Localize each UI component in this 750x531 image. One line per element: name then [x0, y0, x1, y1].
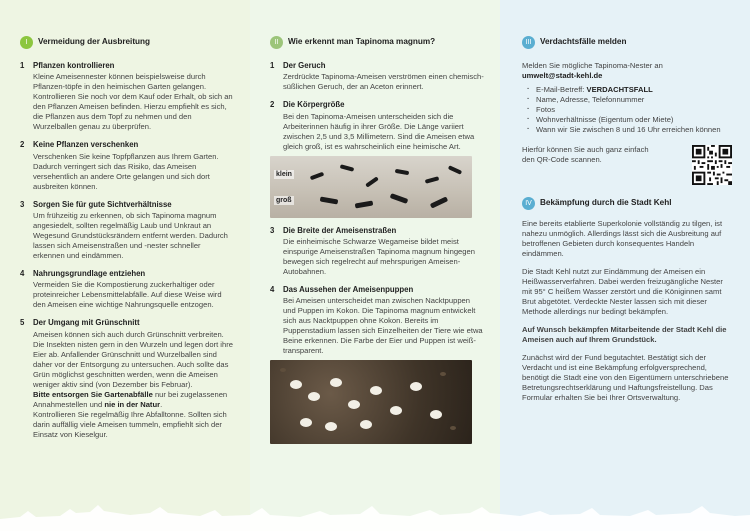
list-item: [270, 226, 484, 277]
soil-shape: [280, 368, 286, 372]
item-number: 4: [270, 285, 275, 294]
section-title: Verdachtsfälle melden: [540, 37, 627, 47]
section-number-badge: II: [270, 36, 283, 49]
item-text-bold: nie in der Natur: [104, 399, 161, 409]
item-title: Nahrungsgrundlage entziehen: [33, 269, 146, 279]
section-header-report: [522, 36, 732, 49]
item-number: 1: [270, 61, 275, 70]
item-title: Der Umgang mit Grünschnitt: [33, 318, 140, 328]
section-header-identification: [270, 36, 484, 49]
pupa-shape: [360, 420, 372, 429]
item-text: Um frühzeitig zu erkennen, ob sich Tapinoma magnum angesiedelt, sollten regelmäßig Laub und Unkraut an Wegesund Grundstücksrändern entfernt werden. Dadurch lassen sich Ameisenstraßen und -nester schneller erkennen und eindämmen.: [33, 211, 228, 261]
ant-icon: [355, 200, 374, 208]
ant-icon: [390, 193, 409, 204]
section-number-badge: IV: [522, 197, 535, 210]
list-item: [270, 61, 484, 92]
column-prevention: [0, 0, 250, 531]
column-report: [500, 0, 750, 531]
item-number: 3: [270, 225, 275, 235]
item-number: 2: [20, 140, 25, 150]
ant-icon: [320, 196, 339, 204]
item-text: Bei Ameisen unterscheidet man zwischen Nacktpuppen und Puppen im Kokon. Die Tapinoma magnum entwickelt sich aus Nacktpuppen ohne Kokon. Bereits im Puppenstadium lassen sich Einzelheiten der Tiere wie etwa Beine erkennen. Die Farbe der Eier und Puppen ist weiß-transparent.: [283, 296, 483, 356]
item-number: 4: [20, 269, 25, 279]
photo-label-large: groß: [276, 196, 292, 204]
item-title: Pflanzen kontrollieren: [33, 61, 115, 70]
item-text: Verschenken Sie keine Topfpflanzen aus Ihrem Garten. Dadurch verringert sich das Risiko, das Ameisen versehentlich an andere Orte gelangen und sich dort ausbreiten können.: [33, 151, 219, 191]
ant-icon: [310, 171, 325, 180]
pupa-shape: [430, 410, 442, 419]
section-header-control: [522, 197, 732, 210]
list-item: [20, 269, 234, 310]
list-item: [522, 85, 732, 95]
pupa-shape: [410, 382, 422, 391]
pupa-shape: [330, 378, 342, 387]
bullet-subject: VERDACHTSFALL: [586, 85, 653, 95]
item-title: Die Körpergröße: [283, 100, 345, 110]
pupa-shape: [290, 380, 302, 389]
photo-label-small: klein: [276, 170, 292, 178]
list-item: [20, 140, 234, 191]
item-number: 2: [270, 100, 275, 110]
report-intro-text: Melden Sie mögliche Tapinoma-Nester an: [522, 61, 663, 70]
pupa-shape: [390, 406, 402, 415]
section-title: Vermeidung der Ausbreitung: [38, 37, 151, 47]
item-title: Der Geruch: [283, 61, 326, 70]
list-item: · Wohnverhältnisse (Eigentum oder Miete): [522, 115, 732, 125]
item-title: Die Breite der Ameisenstraßen: [283, 225, 397, 235]
pupa-shape: [300, 418, 312, 427]
control-paragraph-bold: Auf Wunsch bekämpfen Mitarbeitende der Stadt Kehl die Ameisen auch auf Ihrem Grundstück.: [522, 325, 727, 345]
list-item: [20, 200, 234, 261]
skyline-footer-graphic: [0, 489, 750, 531]
ant-icon: [395, 168, 409, 174]
ant-icon: [430, 196, 448, 208]
section-title: Wie erkennt man Tapinoma magnum?: [288, 37, 436, 47]
item-text-part: nur bei zugelassenen Annahmestellen und: [33, 389, 228, 409]
report-requirements-list: [522, 85, 732, 135]
bullet-prefix: E-Mail-Betreff:: [536, 85, 587, 95]
item-text-part: Kontrollieren Sie regelmäßig Ihre Abfalltonne. Sollten sich darin auffällig viele Ameisen tummeln, empfiehlt sich der Einsatz von Kieselgur.: [33, 409, 227, 439]
qr-row: [522, 145, 732, 185]
qr-code-icon[interactable]: [692, 145, 732, 185]
section-title: Bekämpfung durch die Stadt Kehl: [540, 198, 672, 208]
ant-icon: [448, 165, 462, 175]
item-text: [33, 330, 234, 440]
item-text: Die einheimische Schwarze Wegameise bildet meist einspurige Ameisenstraßen Tapinoma magnum hingegen bewegen sich regelrecht auf mehrspurigen Ameisen-Autobahnen.: [283, 236, 475, 276]
ant-icon: [340, 164, 355, 171]
report-email-link[interactable]: umwelt@stadt-kehl.de: [522, 71, 603, 81]
ant-icon: [425, 176, 440, 183]
item-title: Sorgen Sie für gute Sichtverhältnisse: [33, 199, 172, 209]
pupa-shape: [325, 422, 337, 431]
ant-pupae-photo: [270, 360, 472, 444]
item-title: Keine Pflanzen verschenken: [33, 140, 139, 150]
item-text-bold: Bitte entsorgen Sie Gartenabfälle: [33, 389, 153, 399]
section-header-prevention: [20, 36, 234, 49]
list-item: · Name, Adresse, Telefonnummer: [522, 95, 732, 105]
column-identification: [250, 0, 500, 531]
list-item: [20, 318, 234, 439]
ants-size-photo: [270, 156, 472, 218]
control-paragraph: Zunächst wird der Fund begutachtet. Bestätigt sich der Verdacht und ist eine Bekämpfung erfolgversprechend, benötigt die Stadt eine von den Eigentümern unterschriebene Betretungsrechtserklärung und Haftungsfreistellung. Das Formular erhalten Sie bei Ihrer Ortsverwaltung.: [522, 353, 729, 403]
item-text: Bei den Tapinoma-Ameisen unterscheiden sich die Arbeiterinnen häufig in ihrer Größe. Die Länge variiert zwischen 2,5 und 3,5 Millimetern. Sind die Ameisen etwa gleich groß, ist es wahrscheinlich eine heimische Art.: [283, 111, 475, 151]
pupa-shape: [370, 386, 382, 395]
qr-description: Hierfür können Sie auch ganz einfach den QR-Code scannen.: [522, 145, 649, 165]
item-number: 3: [20, 199, 25, 209]
section-number-badge: I: [20, 36, 33, 49]
item-title: Das Aussehen der Ameisenpuppen: [283, 285, 414, 294]
list-item: · Fotos: [522, 105, 732, 115]
item-text: Vermeiden Sie die Kompostierung zuckerhaltiger oder proteinreicher Lebensmittelabfälle. Auf diese Weise wird den Ameisen eine wichtige Nahrungsquelle entzogen.: [33, 280, 222, 310]
control-paragraph: Eine bereits etablierte Superkolonie vollständig zu tilgen, ist nahezu unmöglich. Allerdings lässt sich die Ausbreitung auf betroffenen Gebieten durch konsequentes Handeln eindämmen.: [522, 219, 723, 259]
pupa-shape: [308, 392, 320, 401]
section-number-badge: III: [522, 36, 535, 49]
report-intro: [522, 61, 732, 81]
list-item: [270, 285, 484, 356]
control-paragraph: Die Stadt Kehl nutzt zur Eindämmung der Ameisen ein Heißwasserverfahren. Dabei werden freizugängliche Nester mit 95° C heißem Wasser zerstört und die Königinnen samt Brut abgetötet. Verdeckte Nester lassen sich mit dieser Methode allerdings nur bedingt bekämpfen.: [522, 267, 723, 317]
item-text-part: .: [160, 399, 163, 409]
item-number: 5: [20, 318, 25, 328]
item-text-part: Ameisen können sich auch durch Grünschnitt verbreiten. Die Insekten nisten gern in den Wurzeln und legen dort ihre Eier ab. Anfallender Grünschnitt und Wurzelballen sind daher vor der Entsorgung zu untersuchen. Auch sollte das Grün möglichst geschnitten werden, wenn die Ameisen weniger aktiv sind (von Dezember bis Februar).: [33, 329, 233, 389]
list-item: [20, 61, 234, 132]
list-item: · Wann wir Sie zwischen 8 und 16 Uhr erreichen können: [522, 125, 732, 135]
item-text: Zerdrückte Tapinoma-Ameisen verströmen einen chemisch-süßlichen Geruch, der an Aceton erinnert.: [283, 72, 484, 92]
item-number: 1: [20, 61, 25, 70]
ant-icon: [365, 176, 379, 187]
pupa-shape: [348, 400, 360, 409]
item-text: Kleine Ameisennester können beispielsweise durch Pflanzen-töpfe in den heimischen Garten gelangen. Kontrollieren Sie noch vor dem Kauf oder Erhalt, ob sich an den Pflanzen Ameisen befinden. Hierzu empfiehlt es sich, die Pflanzen aus dem Topf zu nehmen und den Wurzelballen genau zu überprüfen.: [33, 72, 233, 132]
soil-shape: [440, 372, 446, 376]
soil-shape: [450, 426, 456, 430]
list-item: [270, 100, 484, 151]
